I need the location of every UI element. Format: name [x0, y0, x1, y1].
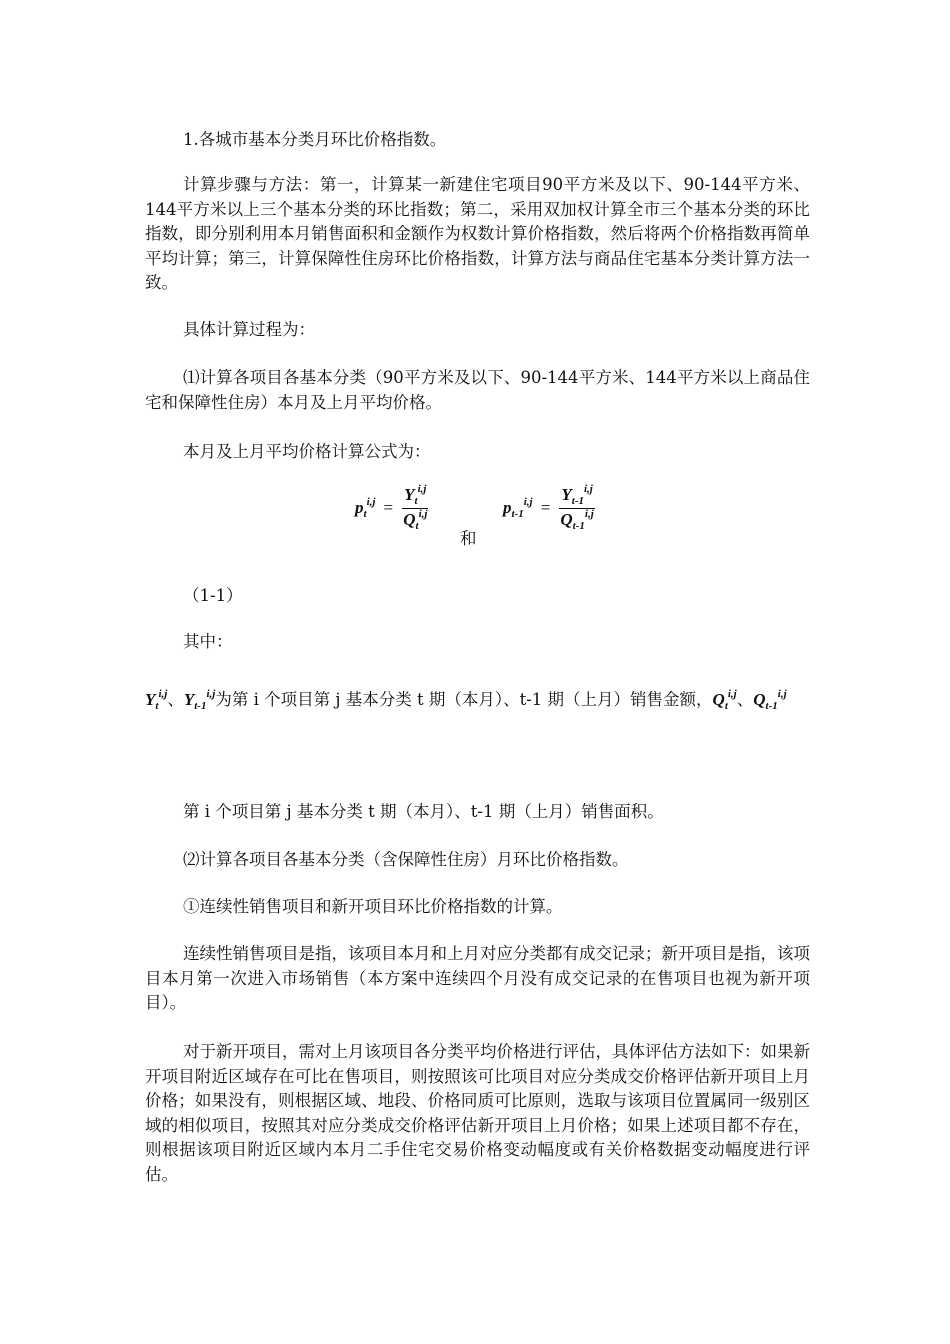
formula-previous-month: $p_{t-1}^{i,j}$ = $\frac{Y_{t-1}^{i,j}}{Q_{t-1}^{i,j}}$ [503, 483, 594, 532]
section-title: 1.各城市基本分类月环比价格指数。 [183, 130, 447, 149]
formula-number: （1-1） [183, 586, 243, 605]
definition-paragraph: 连续性销售项目是指，该项目本月和上月对应分类都有成交记录；新开项目是指，该项目本月第一次进入市场销售（本方案中连续四个月没有成交记录的在售项目也视为新开项目）。 [145, 944, 810, 1012]
sub1-heading: ①连续性销售项目和新开项目环比价格指数的计算。 [183, 897, 563, 916]
step2-paragraph: ⑵计算各项目各基本分类（含保障性住房）月环比价格指数。 [183, 850, 629, 869]
formula-intro: 本月及上月平均价格计算公式为： [183, 442, 431, 461]
price-formula [355, 483, 615, 548]
where-label: 其中： [183, 632, 233, 651]
formula-connector: 和 [460, 529, 477, 548]
process-intro: 具体计算过程为： [183, 320, 315, 339]
step1-paragraph: ⑴计算各项目各基本分类（90平方米及以下、90-144平方米、144平方米以上商品住宅和保障性住房）本月及上月平均价格。 [145, 368, 810, 412]
formula-current-month: $p_t^{i,j}$ = $\frac{Y_t^{i,j}}{Q_t^{i,j}}$ [355, 483, 428, 532]
variable-definitions: $Y_t^{i,j}$、$Y_{t-1}^{i,j}$为第 i 个项目第 j 基本分类 t 期（本月）、t-1 期（上月）销售金额，$Q_t^{i,j}$、$Q_{t-1}^{i,j}$ [145, 688, 787, 712]
new-project-paragraph: 对于新开项目，需对上月该项目各分类平均价格进行评估，具体评估方法如下：如果新开项目附近区域存在可比在售项目，则按照该可比项目对应分类成交价格评估新开项目上月价格；如果没有，则根据区域、地段、价格同质可比原则，选取与该项目位置属同一级别区域的相似项目，按照其对应分类成交价格评估新开项目上月价格；如果上述项目都不存在，则根据该项目附近区域内本月二手住宅交易价格变动幅度或有关价格数据变动幅度进行评估。 [145, 1042, 810, 1184]
area-definition: 第 i 个项目第 j 基本分类 t 期（本月）、t-1 期（上月）销售面积。 [183, 802, 664, 821]
method-paragraph: 计算步骤与方法：第一，计算某一新建住宅项目90平方米及以下、90-144平方米、144平方米以上三个基本分类的环比指数；第二，采用双加权计算全市三个基本分类的环比指数，即分别利用本月销售面积和金额作为权数计算价格指数，然后将两个价格指数再简单平均计算；第三，计算保障性住房环比价格指数，计算方法与商品住宅基本分类计算方法一致。 [145, 175, 810, 292]
